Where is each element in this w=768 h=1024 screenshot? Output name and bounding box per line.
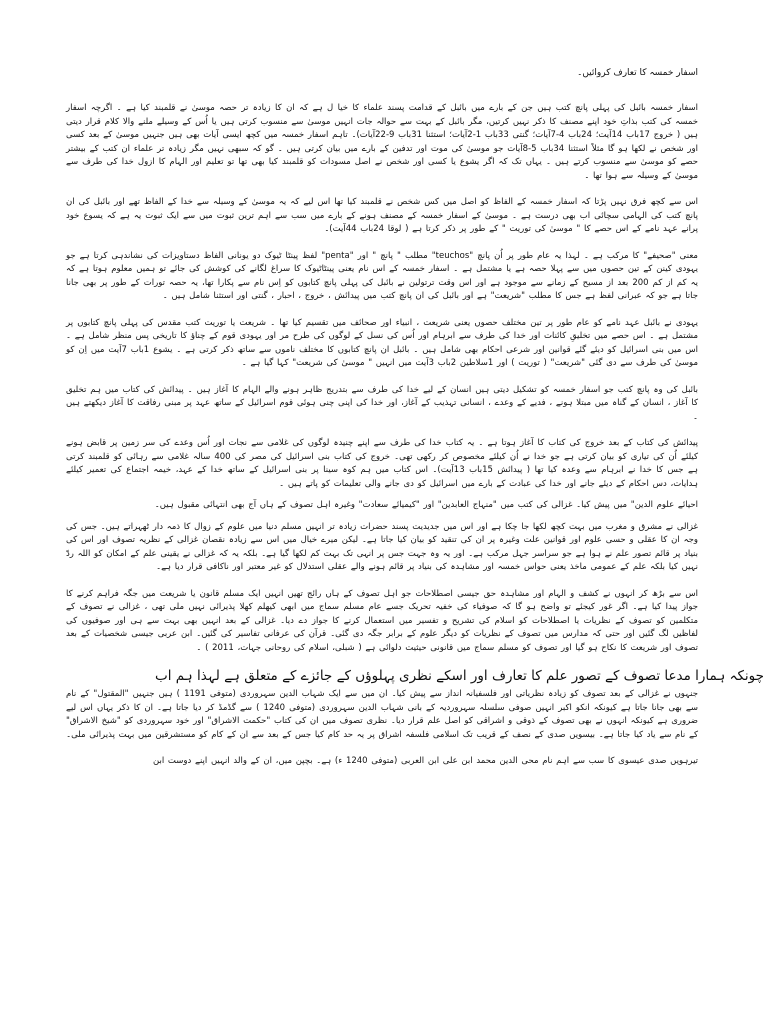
paragraph-6: پیدائش کی کتاب کے بعد خروج کی کتاب کا آغاز ہوتا ہے ۔ یہ کتاب خدا کی طرف سے اپنے چنیدہ لوگوں کی غلامی سے نجات اور اُس وعدے کی سر زمین پر قابض ہونے کیلئے اُن کی تیاری کو بیان کرتی ہے جو خدا نے اُن کیلئے مخصوص کر رکھی تھی۔ خروج کی کتاب بنی اسرائیل کی مصر کی 400 سالہ غلامی سے رہائی کو قلمبند کرتی ہے جس کا خدا نے ابرہام سے وعدہ کیا تھا ( پیدائش 15باب 13آیت)۔ اس کتاب میں ہم کوہ سینا پر بنی اسرائیل کے ساتھ خدا کے عہد، خیمہ اجتماع کی تعمیر کیلئے ہدایات، دس احکام کے دیئے جانے اور خدا کی عبادت کے بارے میں اسرائیل کو دی جانے والی تعلیمات کو پاتے ہیں ۔ xyxy=(66,438,698,489)
paragraph-3: معنی "صحیفے" کا مرکب ہے ۔ لہذا یہ عام طور پر اُن پانچ "teuchos" مطلب " پانچ " اور "penta" لفظ پینٹا ٹیوک دو یونانی الفاظ دستاویزات کی نشاندہی کرتا ہے جو یہودی کینن کے تین حصوں میں سے پہلا حصہ ہے یا مشتمل ہے ۔ اسفار خمسہ کے اس نام یعنی پینٹاٹیوک کا سراغ لگانے کی کوشش کی جائے تو ہمیں معلوم ہوتا ہے کہ یہ کم از کم 200 بعد از مسیح کے زمانے سے موجود ہے اور اس وقت ترتولین نے بائبل کی پہلی پانچ کتابوں کو اِس نام سے پکارا تھا، یہ حصہ تورات کے طور پر بھی جانا جاتا ہے جو کہ عبرانی لفظ ہے جس کا مطلب "شریعت" ہے اور بائبل کی ان پانچ کتب میں پیدائش ، خروج ، احبار ، گنتی اور استثنا شامل ہیں ۔ xyxy=(66,250,698,301)
document-heading: اسفار خمسہ کا تعارف کروائیں۔ xyxy=(577,68,698,78)
paragraph-8: غزالی نے مشرق و مغرب میں بہت کچھ لکھا جا چکا ہے اور اس میں جدیدیت پسند حضرات زیادہ تر انہیں مسلم دنیا میں علوم کے زوال کا ذمہ دار ٹھہراتے ہیں۔ جس کی وجہ ان کا عقلی و حسی علوم اور قوانین علت وغیرہ پر ان کی تنقید کو بیان کیا جاتا ہے۔ لیکن میرے خیال میں اس سے زیادہ نقصان غزالی کے نظریہ تصوف اور اس کی بنیاد پر قائم تصور علم نے ہوا ہے جو سراسر جہل مرکب ہے۔ اور یہ وہ جہت جس پر انہی تک بہت کم لکھا گیا ہے۔ بلکہ یہ کہ غزالی نے یقینی علم کے امکان کو اللہ ردّ نہیں کیا بلکہ علم کے عمومی ماخذ یعنی حواس خمسہ اور مشاہدہ کی بنیاد پر قائم ہونے والے عقلی استدلال کو غیر معتبر اور ناکافی قرار دیا ہے۔ xyxy=(66,521,698,572)
paragraph-2: اس سے کچھ فرق نہیں پڑتا کہ اسفار خمسہ کے الفاظ کو اصل میں کس شخص نے قلمبند کیا تھا اس لیے کہ یہ موسیٰ کے وسیلہ سے خدا کے الفاظ تھے اور بائبل کی ان پانچ کتب کی الہامی سچائی اب بھی درست ہے ۔ موسیٰ کے اسفار خمسہ کے مصنف ہونے کے بارے میں سب سے اہم ترین ثبوت میں سے ایک ثبوت یہ ہے کہ یسوع خود پرانے عہد نامے کے اس حصے کا " موسیٰ کی توریت " کے طور پر ذکر کرتا ہے ( لوقا 24باب 44آیت)۔ xyxy=(66,197,698,234)
paragraph-9: اس سے بڑھ کر انہوں نے کشف و الہام اور مشاہدہ حق جیسی اصطلاحات جو اہل تصوف کے ہاں رائج تھیں انہیں ایک مسلم قانون یا شریعت میں جگہ فراہم کرنے کا جواز پیدا کیا ہے۔ اگر غور کیجئے تو واضح ہو گا کہ صوفیاء کی خفیہ تحریک جسے عام مسلم سماج میں ابھی کیھلم کھلا پذیرائی نہیں ملی تھی ، غزالی نے تصوف کے متکلمین کو تصوف کے نظریات یا اصطلاحات کو اسلام کی تشریح و تفسیر میں استعمال کرنے کا جواز دے دیا۔ غزالی کے بعد انہیں بھی بہت سے ہی اور صوفیوں کی لفاظیں لگ گئیں اور حتی کہ مدارس میں تصوف کے نظریات کو دیگر علوم کے برابر جگہ دی گئی۔ قرآن کی عرفانی تفاسیر کی گئیں۔ ابن عربی جیسی شخصیات کے بعد تصوف اور شریعت کا نکاح ہو گیا اور تصوف کو مسلم سماج میں قانونی حیثیت دلوائی ہے ( شبلی، اسلام کی روحانی جہات، 2011 ) ۔ xyxy=(66,588,698,653)
paragraph-4: یہودی نے بائبل عہد نامے کو عام طور پر تین مختلف حصوں یعنی شریعت ، انبیاء اور صحائف میں تقسیم کیا تھا ۔ شریعت یا توریت کتب مقدس کی پہلی پانچ کتابوں پر مشتمل ہے ۔ اس حصے میں تخلیقِ کائنات اور خدا کی طرف سے ابرہام اور اُس کی نسل کے لوگوں کی طرح مر اور یہودی قوم کے چناؤ کا تاریخی پس منظر شامل ہے ۔ اس میں بنی اسرائیل کو دیئے گئے قوانین اور شرعی احکام بھی شامل ہیں ۔ بائبل ان پانچ کتابوں کا مختلف ناموں سے ساتھ ذکر کرتی ہے ۔ یشوع 1باب 7آیت میں اِن کو موسیٰ کی طرف سے دی گئی "شریعت" ( توریت ) اور 1سلاطین 2باب 3آیت میں انہیں " موسیٰ کی شریعت" کہا گیا ہے ۔ xyxy=(66,317,698,368)
large-heading-line: چونکہ ہمارا مدعا تصوف کے تصور علم کا تعارف اور اسکے نظری پہلوؤں کے جائزے کے متعلق ہے لہذا ہم اب xyxy=(155,668,764,684)
paragraph-7: احیائے علوم الدین" میں پیش کیا۔ غزالی کی کتب میں "منہاج العابدین" اور "کیمیائے سعادت" وغیرہ اہل تصوف کے ہاں آج بھی انتہائی مقبول ہیں۔ xyxy=(154,500,698,510)
paragraph-1: اسفار خمسہ بائبل کی پہلی پانچ کتب ہیں جن کے بارے میں بائبل کے قدامت پسند علماء کا خیا ل ہے کہ ان کا زیادہ تر حصہ موسیٰ نے قلمبند کیا ہے ۔ اگرچہ اسفار خمسہ کی کتب بذاتِ خود اپنے مصنف کا ذکر نہیں کرتیں، مگر بائبل کے بہت سے حوالہ جات انہیں موسیٰ سے منسوب کرتی ہیں یا اُس کے وسیلے ملنے والا کلام قرار دیتی ہیں ( خروج 17باب 14آیت؛ 24باب 4-7آیات؛ گنتی 33باب 1-2آیات؛ استثنا 31باب 9-22آیات)۔ تاہم اسفار خمسہ میں کچھ ایسی آیات بھی ہیں جنہیں موسیٰ کے بعد کسی اور شخص نے لکھا ہو گا مثلاً استثنا 34باب 5-8آیات جو موسیٰ کی موت اور تدفین کے بارے میں بیان کرتی ہیں ۔ گو کہ سبھی نہیں مگر زیادہ تر علماء ان کتب کے بیشتر حصے کو موسیٰ سے منسوب کرتے ہیں ۔ یہاں تک کہ اگر یشوع یا کسی اور شخص نے اصل مسودات کو قلمبند کیا بھی تھا تو تعلیم اور الہام کا ازول خدا کی طرف سے موسیٰ کے وسیلہ سے ہوا تھا ۔ xyxy=(66,103,699,181)
paragraph-10: جنہوں نے غزالی کے بعد تصوف کو زیادہ نظریاتی اور فلسفیانہ انداز سے پیش کیا۔ ان میں سے ایک شہاب الدین سہروردی (متوفی 1191 ) ہیں جنہیں "المقتول" کے نام سے بھی جانا جاتا ہے کیونکہ انکو اکبر انہیں صوفی سلسلہ سہروردیہ کے بانی شہاب الدین سہروردی (متوفی 1240 ) سے گڈمڈ کر دیا جاتا ہے۔ ان کا ذکر یہاں اس لیے ضروری ہے کیونکہ انہوں نے بھی تصوف کے ذوقی و اشراقی کو اصل علم قرار دیا۔ نظری تصوف میں ان کی کتاب "حکمت الاشراق" اور خود سہروردی کو "شیخ الاشراق" کے نام سے یاد کیا جاتا ہے۔ بیسویں صدی کے نصف کے قریب تک اسلامی فلسفہ اشراق پر یہ حد کام کیا جس کے بعد سے ان کے کام کو مستشرقین میں بہت پذیرائی ملی۔ xyxy=(66,689,698,740)
paragraph-11: تیرہویں صدی عیسوی کا سب سے اہم نام محی الدین محمد ابن علی ابن العربی (متوفی 1240 ء) ہے۔ بچپن میں، ان کے والد انہیں اپنے دوست ابن xyxy=(153,756,698,766)
paragraph-5: بائبل کی وہ پانچ کتب جو اسفار خمسہ کو تشکیل دیتی ہیں انسان کے لیے خدا کی طرف سے بتدریج ظاہر ہونے والے الہام کا آغاز ہیں ۔ پیدائش کی کتاب میں ہم تخلیق کا آغاز ، انسان کے گناہ میں مبتلا ہونے ، فدیے کے وعدے ، انسانی تہذیب کے آغاز، اور خدا کی اپنی چنی ہوئی قوم اسرائیل کے ساتھ عہد پر مبنی رفاقت کا آغاز دیکھتے ہیں ۔ xyxy=(66,384,698,422)
